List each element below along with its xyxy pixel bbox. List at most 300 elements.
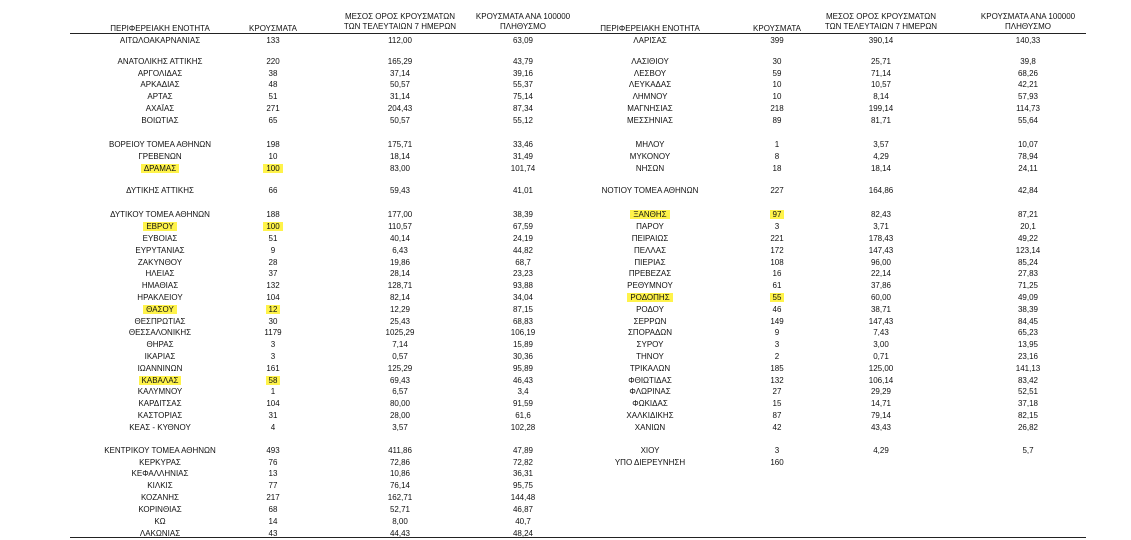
header-per-right <box>963 12 1093 32</box>
cell-avg <box>806 316 956 327</box>
cell-avg <box>806 386 956 397</box>
cell-avg <box>330 528 470 539</box>
cell-cases-text: 188 <box>266 210 280 219</box>
cell-cases-text: 77 <box>268 481 278 490</box>
header-cases-left: ΚΡΟΥΣΜΑΤΑ <box>249 24 297 33</box>
cell-cases-text: 10 <box>268 152 278 161</box>
cell-per-text: 24,19 <box>512 234 534 243</box>
cell-cases <box>742 221 812 232</box>
cell-avg-text: 125,00 <box>868 364 894 373</box>
table-row <box>0 56 1131 67</box>
cell-avg <box>806 233 956 244</box>
cell-cases-text: 97 <box>770 210 785 219</box>
table-row <box>0 410 1131 421</box>
cell-name-text: ΦΛΩΡΙΝΑΣ <box>629 387 671 396</box>
cell-name <box>560 422 740 433</box>
cell-per-text: 39,16 <box>512 69 534 78</box>
cell-per-text: 23,23 <box>512 269 534 278</box>
cell-name-text: ΛΕΣΒΟΥ <box>633 69 667 78</box>
cell-per <box>963 304 1093 315</box>
cell-avg-text: 59,43 <box>389 186 411 195</box>
cell-avg-text: 3,00 <box>873 340 889 349</box>
cell-name-text: ΜΕΣΣΗΝΙΑΣ <box>627 116 673 125</box>
cell-avg-text: 162,71 <box>387 493 413 502</box>
cell-per <box>963 245 1093 256</box>
cell-avg-text: 83,00 <box>389 164 411 173</box>
cell-avg-text: 411,86 <box>388 446 412 455</box>
cell-avg-text: 37,14 <box>389 69 411 78</box>
cell-per-text: 102,28 <box>510 423 536 432</box>
table-row <box>0 398 1131 409</box>
cell-name-text: ΒΟΙΩΤΙΑΣ <box>141 116 179 125</box>
cell-per <box>963 316 1093 327</box>
cell-avg-text: 25,71 <box>870 57 892 66</box>
cell-avg-text: 0,71 <box>873 352 889 361</box>
cell-name <box>560 35 740 46</box>
cell-name-text: ΣΥΡΟΥ <box>636 340 664 349</box>
cell-name-text: ΤΗΝΟΥ <box>636 352 664 361</box>
table-row <box>0 35 1131 46</box>
cell-cases <box>742 79 812 90</box>
cell-name <box>560 245 740 256</box>
header-rule <box>70 33 1086 34</box>
cell-cases <box>742 233 812 244</box>
cell-name-text: ΑΧΑΪΑΣ <box>145 104 175 113</box>
cell-per <box>963 151 1093 162</box>
cell-per-text: 52,51 <box>1017 387 1039 396</box>
cell-per <box>963 268 1093 279</box>
cell-per <box>963 351 1093 362</box>
cell-per <box>963 386 1093 397</box>
cell-per <box>468 528 578 539</box>
cell-per <box>468 504 578 515</box>
cell-avg-text: 69,43 <box>389 376 411 385</box>
cell-cases <box>742 151 812 162</box>
cell-cases-text: 172 <box>770 246 784 255</box>
cell-avg <box>806 68 956 79</box>
cell-per-text: 41,01 <box>512 186 534 195</box>
cell-name-text: ΧΑΝΙΩΝ <box>634 423 666 432</box>
cell-per-text: 10,07 <box>1017 140 1039 149</box>
cell-per-text: 34,04 <box>512 293 534 302</box>
cell-per-text: 78,94 <box>1017 152 1039 161</box>
cell-cases <box>742 304 812 315</box>
cell-name-text: ΗΡΑΚΛΕΙΟΥ <box>137 293 183 302</box>
cell-name <box>560 363 740 374</box>
cell-name-text: ΝΗΣΩΝ <box>635 164 665 173</box>
cell-cases <box>742 35 812 46</box>
cell-cases-text: 149 <box>770 317 784 326</box>
cell-per-text: 57,93 <box>1017 92 1039 101</box>
cell-per-text: 101,74 <box>510 164 536 173</box>
cell-avg-text: 37,86 <box>870 281 892 290</box>
cell-per-text: 61,6 <box>515 411 531 420</box>
cell-avg-text: 6,43 <box>392 246 408 255</box>
cell-cases <box>742 422 812 433</box>
cell-per-text: 37,18 <box>1017 399 1039 408</box>
cell-cases <box>742 398 812 409</box>
cell-per-text: 47,89 <box>512 446 534 455</box>
cell-name <box>560 151 740 162</box>
cell-cases <box>238 504 308 515</box>
cell-cases-text: 493 <box>266 446 280 455</box>
cell-cases-text: 18 <box>772 164 782 173</box>
cell-cases-text: 3 <box>774 340 780 349</box>
table-row <box>0 185 1131 196</box>
cell-cases-text: 12 <box>266 305 281 314</box>
cell-cases-text: 51 <box>268 234 278 243</box>
header-region-left: ΠΕΡΙΦΕΡΕΙΑΚΗ ΕΝΟΤΗΤΑ <box>110 24 210 33</box>
cell-name-text: ΚΟΡΙΝΘΙΑΣ <box>138 505 182 514</box>
table-row <box>0 480 1131 491</box>
cell-per <box>963 35 1093 46</box>
table-row <box>0 68 1131 79</box>
cell-name-text: ΜΑΓΝΗΣΙΑΣ <box>627 104 673 113</box>
cell-cases-text: 2 <box>774 352 780 361</box>
cell-per-text: 31,49 <box>512 152 534 161</box>
cell-cases-text: 58 <box>266 376 281 385</box>
cell-per-text: 23,16 <box>1017 352 1039 361</box>
cell-name-text: ΣΕΡΡΩΝ <box>633 317 667 326</box>
cell-cases-text: 37 <box>268 269 278 278</box>
cell-avg <box>806 339 956 350</box>
cell-avg-text: 19,86 <box>389 258 411 267</box>
cell-avg <box>330 468 470 479</box>
cell-per-text: 43,79 <box>512 57 534 66</box>
header-region-right: ΠΕΡΙΦΕΡΕΙΑΚΗ ΕΝΟΤΗΤΑ <box>600 24 700 33</box>
cell-name-text: ΘΑΣΟΥ <box>143 305 177 314</box>
cell-cases-text: 132 <box>770 376 784 385</box>
cell-avg <box>806 268 956 279</box>
cell-name-text: ΘΗΡΑΣ <box>146 340 174 349</box>
cell-cases-text: 10 <box>772 92 782 101</box>
cell-avg-text: 22,14 <box>870 269 892 278</box>
cell-per <box>963 422 1093 433</box>
cell-avg-text: 106,14 <box>868 376 894 385</box>
cell-cases <box>742 327 812 338</box>
cell-avg-text: 6,57 <box>392 387 408 396</box>
cell-name <box>560 56 740 67</box>
cell-cases-text: 9 <box>774 328 780 337</box>
cell-per <box>963 339 1093 350</box>
cell-avg-text: 80,00 <box>389 399 411 408</box>
table-row <box>0 375 1131 386</box>
cell-per <box>963 292 1093 303</box>
cell-cases-text: 185 <box>770 364 784 373</box>
table-row <box>0 221 1131 232</box>
cell-name <box>560 351 740 362</box>
cell-name-text: ΧΙΟΥ <box>640 446 660 455</box>
header-per-line2: ΠΛΗΘΥΣΜΟ <box>1004 22 1052 31</box>
cell-per-text: 36,31 <box>512 469 534 478</box>
cell-name-text: ΡΕΘΥΜΝΟΥ <box>627 281 673 290</box>
cell-avg-text: 178,43 <box>868 234 894 243</box>
cell-avg <box>806 185 956 196</box>
cell-name-text: ΑΡΤΑΣ <box>147 92 173 101</box>
cell-cases-text: 1179 <box>264 328 282 337</box>
cell-per-text: 24,11 <box>1018 164 1038 173</box>
table-row <box>0 209 1131 220</box>
cell-name-text: ΛΑΡΙΣΑΣ <box>633 36 667 45</box>
cell-name-text: ΕΒΡΟΥ <box>143 222 176 231</box>
cell-per-text: 85,24 <box>1017 258 1039 267</box>
cell-cases-text: 30 <box>268 317 278 326</box>
cell-avg-text: 31,14 <box>389 92 411 101</box>
cell-per <box>963 91 1093 102</box>
cell-cases <box>238 468 308 479</box>
cell-per-text: 15,89 <box>512 340 534 349</box>
cell-cases <box>238 480 308 491</box>
table-row <box>0 257 1131 268</box>
cell-avg <box>806 351 956 362</box>
cell-cases-text: 221 <box>770 234 784 243</box>
cell-cases-text: 132 <box>266 281 280 290</box>
cell-per <box>963 257 1093 268</box>
cell-avg-text: 8,00 <box>392 517 408 526</box>
cell-avg-text: 28,14 <box>389 269 411 278</box>
cell-name <box>560 268 740 279</box>
cell-avg-text: 177,00 <box>387 210 413 219</box>
cell-name-text: ΛΗΜΝΟΥ <box>632 92 668 101</box>
cell-avg-text: 10,57 <box>870 80 892 89</box>
cell-avg-text: 4,29 <box>873 446 889 455</box>
cell-per-text: 3,4 <box>517 387 529 396</box>
cell-avg-text: 52,71 <box>389 505 411 514</box>
cell-name-text: ΠΕΙΡΑΙΩΣ <box>631 234 669 243</box>
cell-per <box>963 327 1093 338</box>
cell-name-text: ΡΟΔΟΥ <box>636 305 664 314</box>
cell-name-text: ΑΝΑΤΟΛΙΚΗΣ ΑΤΤΙΚΗΣ <box>117 57 203 66</box>
cell-avg-text: 3,57 <box>392 423 408 432</box>
cell-name <box>560 375 740 386</box>
cell-per-text: 55,64 <box>1017 116 1039 125</box>
cell-cases-text: 227 <box>770 186 784 195</box>
cell-cases-text: 104 <box>266 293 280 302</box>
cell-name-text: ΔΡΑΜΑΣ <box>141 164 179 173</box>
cell-avg <box>806 56 956 67</box>
cell-avg <box>806 422 956 433</box>
cell-cases-text: 15 <box>772 399 782 408</box>
cell-name-text: ΛΑΣΙΘΙΟΥ <box>631 57 669 66</box>
cell-per-text: 27,83 <box>1017 269 1039 278</box>
cell-avg-text: 18,14 <box>389 152 411 161</box>
cell-name <box>560 79 740 90</box>
table-row <box>0 528 1131 539</box>
cell-avg <box>330 492 470 503</box>
cell-cases-text: 42 <box>772 423 782 432</box>
cell-cases <box>742 410 812 421</box>
cell-cases-text: 55 <box>770 293 785 302</box>
table-row <box>0 268 1131 279</box>
cell-name <box>560 304 740 315</box>
cell-cases-text: 161 <box>266 364 280 373</box>
cell-cases <box>742 91 812 102</box>
cell-cases <box>742 292 812 303</box>
cell-per-text: 114,73 <box>1016 104 1040 113</box>
cell-cases-text: 9 <box>270 246 276 255</box>
cell-name-text: ΖΑΚΥΝΘΟΥ <box>137 258 183 267</box>
header-avg-line2: ΤΩΝ ΤΕΛΕΥΤΑΙΩΝ 7 ΗΜΕΡΩΝ <box>824 22 938 31</box>
cell-name-text: ΜΗΛΟΥ <box>635 140 665 149</box>
cell-per <box>468 516 578 527</box>
cell-per-text: 26,82 <box>1017 423 1039 432</box>
cell-name-text: ΘΕΣΣΑΛΟΝΙΚΗΣ <box>128 328 192 337</box>
cell-cases <box>742 68 812 79</box>
cell-per <box>468 480 578 491</box>
cell-name-text: ΚΕΦΑΛΛΗΝΙΑΣ <box>131 469 189 478</box>
cell-per-text: 123,14 <box>1015 246 1041 255</box>
cell-avg <box>806 35 956 46</box>
cell-name-text: ΚΕΑΣ - ΚΥΘΝΟΥ <box>129 423 191 432</box>
cell-avg-text: 7,43 <box>873 328 889 337</box>
cell-avg <box>806 327 956 338</box>
cell-cases <box>742 386 812 397</box>
cell-avg <box>330 504 470 515</box>
cell-name <box>560 221 740 232</box>
cell-per <box>963 139 1093 150</box>
cell-avg <box>806 209 956 220</box>
cell-name-text: ΛΕΥΚΑΔΑΣ <box>628 80 672 89</box>
cell-name-text: ΑΡΚΑΔΙΑΣ <box>140 80 180 89</box>
cell-name <box>560 316 740 327</box>
cell-cases-text: 13 <box>268 469 278 478</box>
table-row <box>0 386 1131 397</box>
cell-cases-text: 48 <box>268 80 278 89</box>
cell-name-text: ΚΙΛΚΙΣ <box>147 481 173 490</box>
cell-avg-text: 96,00 <box>870 258 892 267</box>
cell-per-text: 65,23 <box>1017 328 1039 337</box>
cell-per-text: 49,09 <box>1017 293 1039 302</box>
table-row <box>0 504 1131 515</box>
cell-name-text: ΠΑΡΟΥ <box>636 222 664 231</box>
cell-cases-text: 271 <box>266 104 280 113</box>
cell-per-text: 83,42 <box>1017 376 1039 385</box>
cell-name-text: ΥΠΟ ΔΙΕΡΕΥΝΗΣΗ <box>614 458 686 467</box>
cell-name <box>560 139 740 150</box>
cell-cases <box>742 375 812 386</box>
cell-avg-text: 3,57 <box>873 140 889 149</box>
table-row <box>0 363 1131 374</box>
cell-avg-text: 44,43 <box>389 529 411 538</box>
cell-name <box>560 280 740 291</box>
cell-avg-text: 29,29 <box>870 387 892 396</box>
cell-per-text: 68,7 <box>515 258 531 267</box>
cell-avg-text: 81,71 <box>870 116 892 125</box>
cell-name-text: ΦΩΚΙΔΑΣ <box>632 399 668 408</box>
cell-avg-text: 164,86 <box>868 186 894 195</box>
cell-name-text: ΠΙΕΡΙΑΣ <box>634 258 666 267</box>
cell-name-text: ΑΡΓΟΛΙΔΑΣ <box>137 69 183 78</box>
cell-name <box>560 398 740 409</box>
cell-per <box>963 79 1093 90</box>
cell-per-text: 68,26 <box>1017 69 1039 78</box>
cell-name-text: ΒΟΡΕΙΟΥ ΤΟΜΕΑ ΑΘΗΝΩΝ <box>108 140 212 149</box>
cell-cases-text: 1 <box>774 140 780 149</box>
table-row <box>0 292 1131 303</box>
cell-name <box>560 185 740 196</box>
cell-cases-text: 133 <box>266 36 280 45</box>
cell-avg <box>806 221 956 232</box>
cell-name <box>560 339 740 350</box>
cell-name <box>560 91 740 102</box>
header-avg-left <box>330 12 470 32</box>
cell-cases-text: 1 <box>270 387 276 396</box>
cell-avg-text: 71,14 <box>870 69 892 78</box>
cell-per-text: 144,48 <box>510 493 536 502</box>
cell-name-text: ΔΥΤΙΚΟΥ ΤΟΜΕΑ ΑΘΗΝΩΝ <box>110 210 210 219</box>
cell-name-text: ΑΙΤΩΛΟΑΚΑΡΝΑΝΙΑΣ <box>119 36 201 45</box>
cell-cases <box>742 457 812 468</box>
cell-per-text: 38,39 <box>512 210 534 219</box>
cell-avg-text: 25,43 <box>389 317 411 326</box>
cell-avg-text: 43,43 <box>870 423 892 432</box>
cell-name <box>560 103 740 114</box>
cell-name-text: ΚΩ <box>154 517 166 526</box>
cell-avg-text: 390,14 <box>868 36 894 45</box>
cell-per <box>963 209 1093 220</box>
table-row <box>0 457 1131 468</box>
cell-avg-text: 7,14 <box>392 340 408 349</box>
cell-name-text: ΕΥΒΟΙΑΣ <box>142 234 178 243</box>
cell-name <box>560 257 740 268</box>
cell-per-text: 48,24 <box>512 529 534 538</box>
cell-avg <box>806 115 956 126</box>
cell-name-text: ΚΑΣΤΟΡΙΑΣ <box>137 411 183 420</box>
cell-per <box>468 492 578 503</box>
cell-per-text: 106,19 <box>510 328 536 337</box>
cell-per-text: 39,8 <box>1020 57 1036 66</box>
cell-name-text: ΚΑΒΑΛΑΣ <box>139 376 182 385</box>
cell-per-text: 71,25 <box>1017 281 1039 290</box>
cell-name-text: ΙΚΑΡΙΑΣ <box>144 352 176 361</box>
cell-avg-text: 204,43 <box>387 104 413 113</box>
cell-per-text: 87,21 <box>1017 210 1039 219</box>
cell-per-text: 140,33 <box>1015 36 1041 45</box>
cell-cases-text: 65 <box>268 116 278 125</box>
cell-cases-text: 198 <box>266 140 280 149</box>
cell-avg-text: 82,14 <box>389 293 411 302</box>
cell-cases-text: 46 <box>772 305 782 314</box>
cell-avg <box>806 445 956 456</box>
cell-per-text: 67,59 <box>512 222 534 231</box>
cell-avg-text: 128,71 <box>387 281 413 290</box>
cell-avg <box>806 375 956 386</box>
cell-cases-text: 66 <box>268 186 278 195</box>
cell-per-text: 87,15 <box>512 305 534 314</box>
cell-cases-text: 14 <box>268 517 278 526</box>
cell-cases-text: 27 <box>772 387 782 396</box>
cell-name <box>70 480 250 491</box>
cell-cases <box>742 185 812 196</box>
cell-cases-text: 104 <box>266 399 280 408</box>
cell-name-text: ΕΥΡΥΤΑΝΙΑΣ <box>135 246 185 255</box>
cell-cases-text: 76 <box>268 458 278 467</box>
table-row <box>0 304 1131 315</box>
cell-name-text: ΣΠΟΡΑΔΩΝ <box>627 328 673 337</box>
cell-name <box>560 233 740 244</box>
cell-avg <box>330 516 470 527</box>
cell-name-text: ΤΡΙΚΑΛΩΝ <box>629 364 671 373</box>
cell-per-text: 75,14 <box>512 92 534 101</box>
table-row <box>0 316 1131 327</box>
cell-cases <box>238 516 308 527</box>
table-row <box>0 351 1131 362</box>
cell-avg-text: 50,57 <box>389 116 411 125</box>
cell-avg <box>806 304 956 315</box>
cell-name-text: ΚΑΡΔΙΤΣΑΣ <box>138 399 182 408</box>
cell-per-text: 30,36 <box>512 352 534 361</box>
table-row <box>0 339 1131 350</box>
